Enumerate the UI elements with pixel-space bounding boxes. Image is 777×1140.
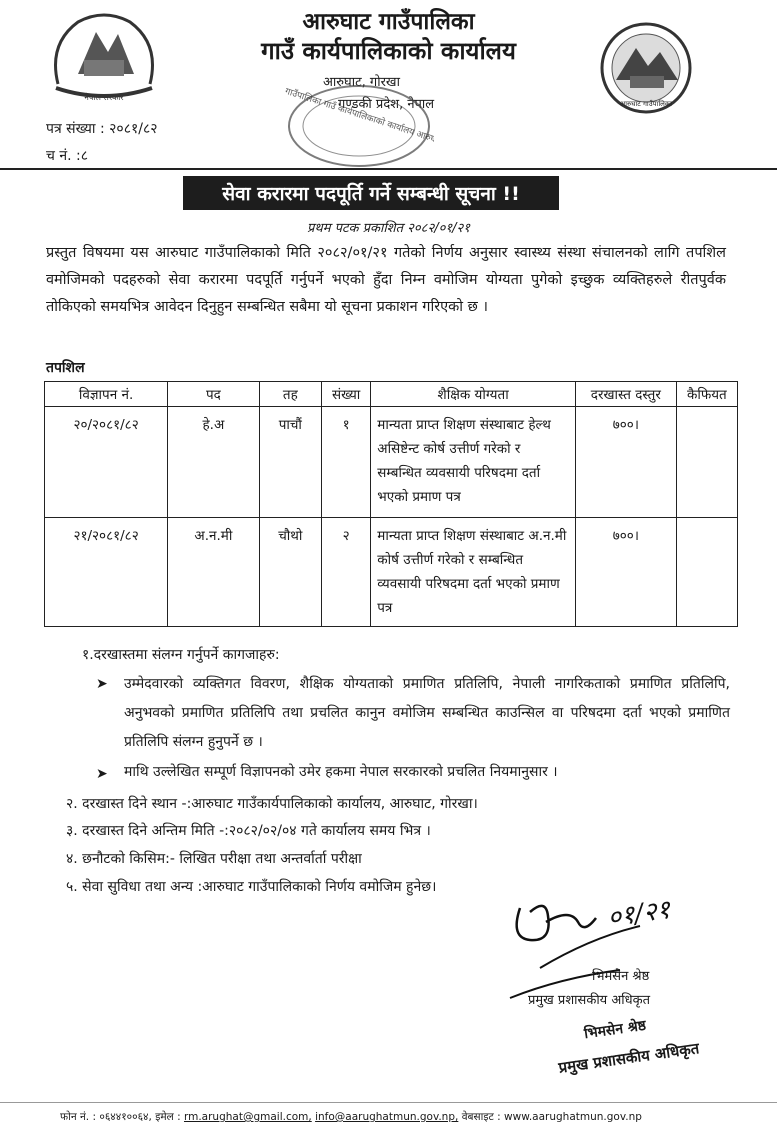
organization-name: आरुघाट गाउँपालिका [302, 9, 475, 35]
cell-fee: ७००। [575, 518, 676, 627]
signatory-title: प्रमुख प्रशासकीय अधिकृत [528, 993, 651, 1008]
cell-qualification: मान्यता प्राप्त शिक्षण संस्थाबाट अ.न.मी कोर्ष उत्तीर्ण गरेको र सम्बन्धित व्यवसायी परिषदमा दर्ता भएको प्रमाण पत्र [371, 518, 576, 627]
svg-text:०१/२१: ०१/२१ [605, 894, 673, 934]
svg-text:आरुघाट गाउँपालिका: आरुघाट गाउँपालिका [619, 100, 673, 108]
notice-body: प्रस्तुत विषयमा यस आरुघाट गाउँपालिकाको मिति २०८२/०१/२१ गतेको निर्णय अनुसार स्वास्थ्य संस्था संचालनको लागि तपशिल वमोजिमको पदहरुको सेवा करारमा पदपूर्ति गर्नुपर्ने भएको हुँदा निम्न वमोजिम योग्यता पुगेको इच्छुक व्यक्तिहरुले रीतपुर्वक तोकिएको समयभित्र आवेदन दिनुहुन सम्बन्धित सबैमा यो सूचना प्रकाशन गरिएको छ । [46, 245, 726, 315]
cell-post: अ.न.मी [168, 518, 259, 627]
header-qualification: शैक्षिक योग्यता [371, 382, 576, 407]
cell-level: पाचौं [259, 407, 321, 518]
header-count: संख्या [322, 382, 371, 407]
table-header-row [45, 382, 738, 407]
bullet-arrow-icon: ➤ [96, 676, 108, 692]
svg-text:आरुघाट गाउँपालिका गाउँ कार्यपा: गाउँपालिका गाउँ कार्यपालिकाको कार्यालय आरुघाट, [284, 86, 434, 149]
footer-email-2[interactable]: info@aarughatmun.gov.np, [315, 1111, 459, 1123]
footer-divider [0, 1102, 777, 1103]
office-stamp-icon [284, 82, 434, 170]
bullet-arrow-icon: ➤ [96, 766, 108, 782]
requirement-bullet-1: उम्मेदवारको व्यक्तिगत विवरण, शैक्षिक योग्यताको प्रमाणित प्रतिलिपि, नेपाली नागरिकताको प्रमाणित प्रतिलिपि, अनुभवको प्रमाणित प्रतिलिपि तथा प्रचलित कानुन वमोजिम सम्बन्धित काउन्सिल वा परिषदमा दर्ता भएको प्रमाणित प्रतिलिपि संलग्न हुनुपर्ने छ । [124, 676, 730, 750]
vacancy-table [44, 381, 738, 627]
header-ad-no: विज्ञापन नं. [45, 382, 168, 407]
details-label: तपशिल [46, 360, 85, 376]
dispatch-number: च नं. :८ [46, 148, 89, 164]
cell-post: हे.अ [168, 407, 259, 518]
published-date: प्रथम पटक प्रकाशित २०८२/०१/२१ [307, 221, 470, 236]
table-row [45, 518, 738, 627]
requirements-heading: १.दरखास्तमा संलग्न गर्नुपर्ने कागजाहरु: [82, 647, 280, 663]
cell-remarks [676, 407, 737, 518]
cell-ad-no: २१/२०८१/८२ [45, 518, 168, 627]
service-facilities: ५. सेवा सुविधा तथा अन्य :आरुघाट गाउँपालिकाको निर्णय वमोजिम हुनेछ। [66, 879, 437, 895]
application-deadline: ३. दरखास्त दिने अन्तिम मिति -:२०८२/०२/०४ गते कार्यालय समय भित्र । [66, 823, 431, 839]
cell-ad-no: २०/२०८१/८२ [45, 407, 168, 518]
footer-email-1[interactable]: rm.arughat@gmail.com, [183, 1111, 312, 1123]
cell-remarks [676, 518, 737, 627]
header-remarks: कैफियत [676, 382, 737, 407]
header-level: तह [259, 382, 321, 407]
header-fee: दरखास्त दस्तुर [575, 382, 676, 407]
header-post: पद [168, 382, 259, 407]
requirement-bullet-2: माथि उल्लेखित सम्पूर्ण विज्ञापनको उमेर हकमा नेपाल सरकारको प्रचलित नियमानुसार । [124, 764, 558, 780]
title-stamp: प्रमुख प्रशासकीय अधिकृत [557, 1039, 701, 1077]
name-stamp: भिमसेन श्रेष्ठ [583, 1017, 647, 1043]
address-line-2: गण्डकी प्रदेश, नेपाल [338, 97, 435, 112]
cell-fee: ७००। [575, 407, 676, 518]
footer-contact: फोन नं. : ०६४४१००६४, इमेल : rm.arughat@gmail.com, info@aarughatmun.gov.np, वेबसाइट : www.aarughatmun.gov.np [60, 1111, 642, 1123]
cell-count: २ [322, 518, 371, 627]
footer-website[interactable]: www.aarughatmun.gov.np [504, 1111, 642, 1123]
notice-title: सेवा करारमा पदपूर्ति गर्ने सम्बन्धी सूचना !! [183, 176, 559, 210]
footer-phone: ०६४४१००६४, [99, 1111, 152, 1123]
cell-level: चौथो [259, 518, 321, 627]
table-row [45, 407, 738, 518]
cell-count: १ [322, 407, 371, 518]
letter-number: पत्र संख्या : २०८१/८२ [46, 121, 158, 137]
header-divider [0, 168, 777, 170]
signatory-name: भिमसेन श्रेष्ठ [592, 969, 650, 984]
selection-method: ४. छनौटको किसिम:- लिखित परीक्षा तथा अन्तर्वार्ता परीक्षा [66, 851, 362, 867]
cell-qualification: मान्यता प्राप्त शिक्षण संस्थाबाट हेल्थ असिष्टेन्ट कोर्ष उत्तीर्ण गरेको र सम्बन्धित व्यवसायी परिषदमा दर्ता भएको प्रमाण पत्र [371, 407, 576, 518]
svg-text:नेपाल सरकार: नेपाल सरकार [84, 93, 124, 102]
address-line-1: आरुघाट, गोरखा [323, 75, 400, 90]
application-place: २. दरखास्त दिने स्थान -:आरुघाट गाउँकार्यपालिकाको कार्यालय, आरुघाट, गोरखा। [66, 796, 478, 812]
office-name: गाउँ कार्यपालिकाको कार्यालय [261, 37, 516, 65]
